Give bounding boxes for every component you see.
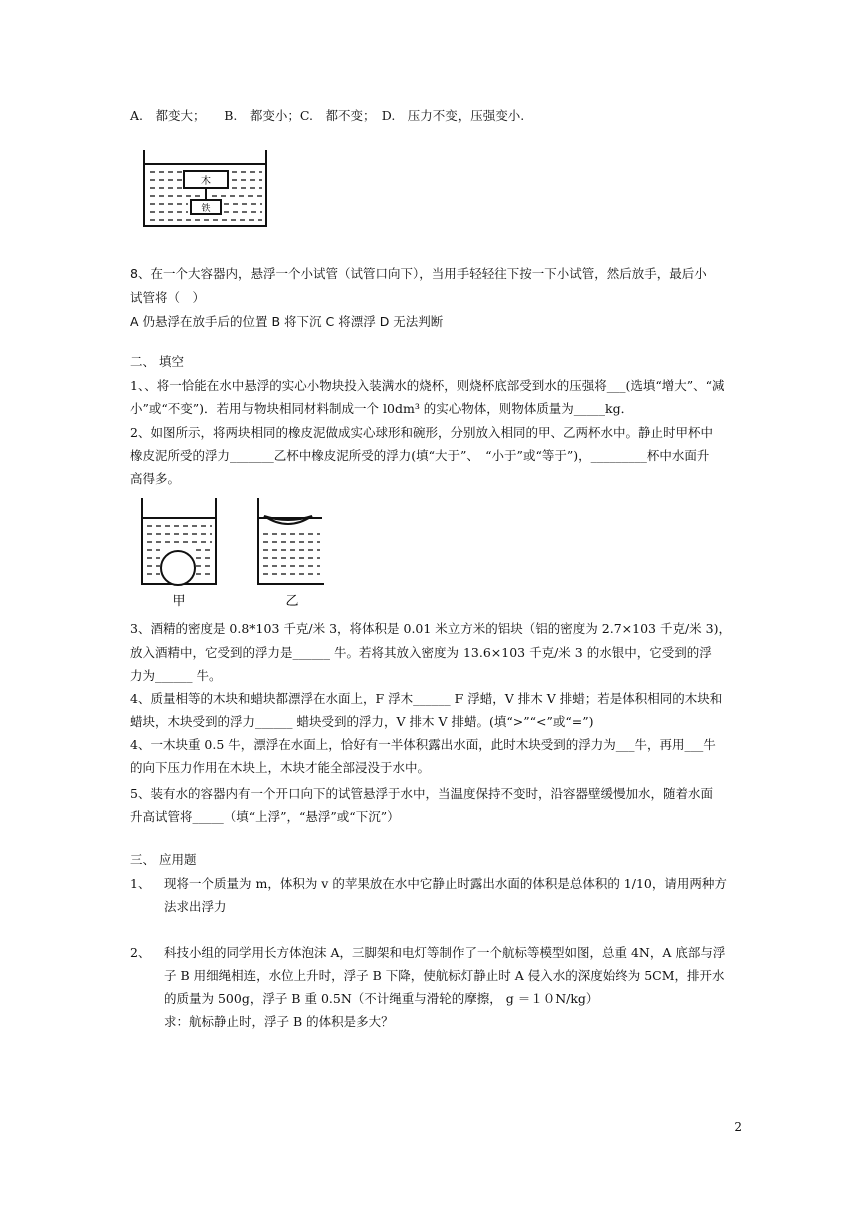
fill2-line3: 高得多。 (130, 471, 181, 486)
section2-heading: 二、 填空 (130, 354, 184, 369)
wood-iron-figure (138, 148, 274, 230)
fill1-line2: 小”或“不变”)．若用与物块相同材料制成一个 l0dm³ 的实心物体，则物体质量为_____kg． (130, 401, 634, 416)
fill3-line1: 3、酒精的密度是 0.8*103 千克/米 3，将体积是 0.01 米立方米的铝块（铝的密度为 2.7×103 千克/米 3)， (130, 621, 731, 636)
fill6-line2: 升高试管将_____（填“上浮”，“悬浮”或“下沉”） (130, 809, 400, 824)
q8-line1: 8、在一个大容器内，悬浮一个小试管（试管口向下），当用手轻轻往下按一下小试管，然后放手，最后小 (130, 266, 707, 281)
app1-line1: 现将一个质量为 m，体积为 v 的苹果放在水中它静止时露出水面的体积是总体积的 1/10，请用两种方 (164, 876, 727, 891)
page-number: 2 (734, 1120, 742, 1134)
app2-line1: 科技小组的同学用长方体泡沫 A，三脚架和电灯等制作了一个航标等模型如图，总重 4N，A 底部与浮 (164, 945, 726, 960)
fill4-line2: 蜡块，木块受到的浮力______ 蜡块受到的浮力，V 排木 V 排蜡。(填“>”“<”或“=”) (130, 714, 594, 729)
fill2-line1: 2、如图所示，将两块相同的橡皮泥做成实心球形和碗形，分别放入相同的甲、乙两杯水中。静止时甲杯中 (130, 425, 713, 440)
q8-options: A 仍悬浮在放手后的位置 B 将下沉 C 将漂浮 D 无法判断 (130, 314, 444, 329)
app1-line2: 法求出浮力 (164, 899, 227, 914)
q8-line2: 试管将（ ） (130, 290, 206, 305)
app2-line3: 的质量为 500g，浮子 B 重 0.5N（不计绳重与滑轮的摩擦， g ＝１０N/kg） (164, 991, 599, 1006)
app1-number: 1、 (130, 876, 151, 891)
fill4-line1: 4、质量相等的木块和蜡块都漂浮在水面上，F 浮木______ F 浮蜡，V 排木 V 排蜡；若是体积相同的木块和 (130, 691, 723, 706)
app2-line4: 求：航标静止时，浮子 B 的体积是多大？ (164, 1014, 394, 1029)
fill3-line3: 力为______ 牛。 (130, 668, 222, 683)
section3-heading: 三、 应用题 (130, 852, 197, 867)
beaker-b-label: 乙 (285, 594, 299, 609)
wood-label: 木 (201, 176, 211, 187)
app2-line2: 子 B 用细绳相连，水位上升时，浮子 B 下降，使航标灯静止时 A 侵入水的深度始终为 5CM，排开水 (164, 968, 725, 983)
beakers-figure (134, 494, 324, 612)
fill6-line1: 5、装有水的容器内有一个开口向下的试管悬浮于水中，当温度保持不变时，沿容器壁缓慢加水，随着水面 (130, 786, 713, 801)
fill5-line1: 4、一木块重 0.5 牛，漂浮在水面上，恰好有一半体积露出水面，此时木块受到的浮力为___牛，再用___牛 (130, 737, 716, 752)
fill3-line2: 放入酒精中，它受到的浮力是______ 牛。若将其放入密度为 13.6×103 千克/米 3 的水银中，它受到的浮 (130, 645, 712, 660)
q7-options: A. 都变大； B. 都变小；C. 都不变； D. 压力不变，压强变小. (130, 108, 525, 123)
iron-label: 铁 (201, 204, 211, 214)
app2-number: 2、 (130, 945, 151, 960)
fill1-line1: 1、、将一恰能在水中悬浮的实心小物块投入装满水的烧杯，则烧杯底部受到水的压强将___(选填“增大”、“减 (130, 378, 725, 393)
fill5-line2: 的向下压力作用在木块上，木块才能全部浸没于水中。 (130, 760, 431, 775)
beaker-a-label: 甲 (172, 594, 186, 609)
fill2-line2: 橡皮泥所受的浮力_______乙杯中橡皮泥所受的浮力(填“大于”、 “小于”或“等于”)，_________杯中水面升 (130, 448, 710, 463)
